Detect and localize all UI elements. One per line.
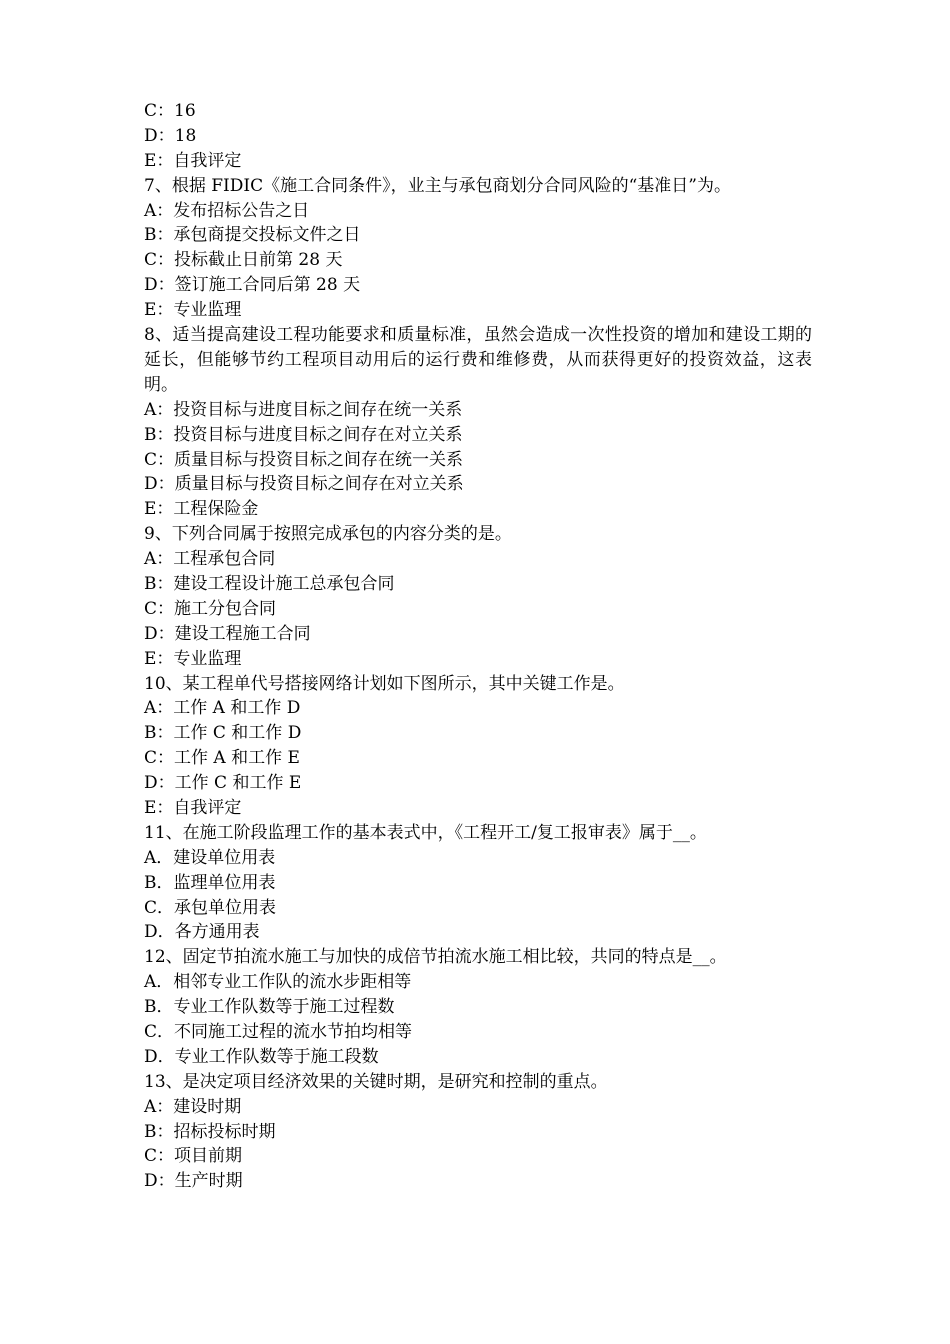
option-line: C：项目前期 [144, 1146, 243, 1167]
question-7: 7、根据 FIDIC《施工合同条件》，业主与承包商划分合同风险的“基准日”为。 [144, 175, 731, 196]
option-line: A：发布招标公告之日 [144, 200, 310, 221]
question-12: 12、固定节拍流水施工与加快的成倍节拍流水施工相比较，共同的特点是__。 [144, 947, 727, 968]
option-line: C：施工分包合同 [144, 598, 277, 619]
option-line: B．专业工作队数等于施工过程数 [144, 997, 395, 1018]
question-8: 8、适当提高建设工程功能要求和质量标准，虽然会造成一次性投资的增加和建设工期的延长，但能够节约工程项目动用后的运行费和维修费，从而获得更好的投资效益，这表明。 [144, 325, 812, 395]
option-line: E：专业监理 [144, 300, 242, 321]
option-line: D：工作 C 和工作 E [144, 773, 302, 794]
option-line: A：建设时期 [144, 1096, 242, 1117]
option-line: C：质量目标与投资目标之间存在统一关系 [144, 449, 464, 470]
option-line: D：建设工程施工合同 [144, 623, 311, 644]
option-line: D：生产时期 [144, 1171, 243, 1192]
option-line: E：自我评定 [144, 797, 242, 818]
question-9: 9、下列合同属于按照完成承包的内容分类的是。 [144, 524, 512, 545]
option-line: D：18 [144, 125, 197, 146]
option-line: C：投标截止日前第 28 天 [144, 250, 343, 271]
option-line: E：专业监理 [144, 648, 242, 669]
option-line: A：工作 A 和工作 D [144, 698, 301, 719]
question-10: 10、某工程单代号搭接网络计划如下图所示，其中关键工作是。 [144, 673, 625, 694]
option-line: D：签订施工合同后第 28 天 [144, 275, 361, 296]
option-line: B：承包商提交投标文件之日 [144, 225, 361, 246]
option-line: D．专业工作队数等于施工段数 [144, 1046, 379, 1067]
option-line: A．建设单位用表 [144, 847, 276, 868]
option-line: A：工程承包合同 [144, 549, 276, 570]
option-line: C：工作 A 和工作 E [144, 748, 300, 769]
option-line: B：投资目标与进度目标之间存在对立关系 [144, 424, 463, 445]
document-body [144, 99, 812, 1194]
option-line: E：工程保险金 [144, 499, 259, 520]
option-line: B：建设工程设计施工总承包合同 [144, 573, 395, 594]
option-line: E：自我评定 [144, 150, 242, 171]
option-line: C：16 [144, 101, 196, 121]
question-11: 11、在施工阶段监理工作的基本表式中，《工程开工/复工报审表》属于__。 [144, 822, 707, 843]
option-line: D：质量目标与投资目标之间存在对立关系 [144, 474, 464, 495]
option-line: B．监理单位用表 [144, 872, 276, 893]
option-line: D．各方通用表 [144, 922, 260, 943]
option-line: B：招标投标时期 [144, 1121, 276, 1142]
option-line: A．相邻专业工作队的流水步距相等 [144, 972, 412, 993]
option-line: C．不同施工过程的流水节拍均相等 [144, 1022, 413, 1042]
question-13: 13、是决定项目经济效果的关键时期，是研究和控制的重点。 [144, 1071, 608, 1092]
option-line: C．承包单位用表 [144, 897, 277, 918]
option-line: B：工作 C 和工作 D [144, 723, 302, 744]
option-line: A：投资目标与进度目标之间存在统一关系 [144, 399, 463, 420]
